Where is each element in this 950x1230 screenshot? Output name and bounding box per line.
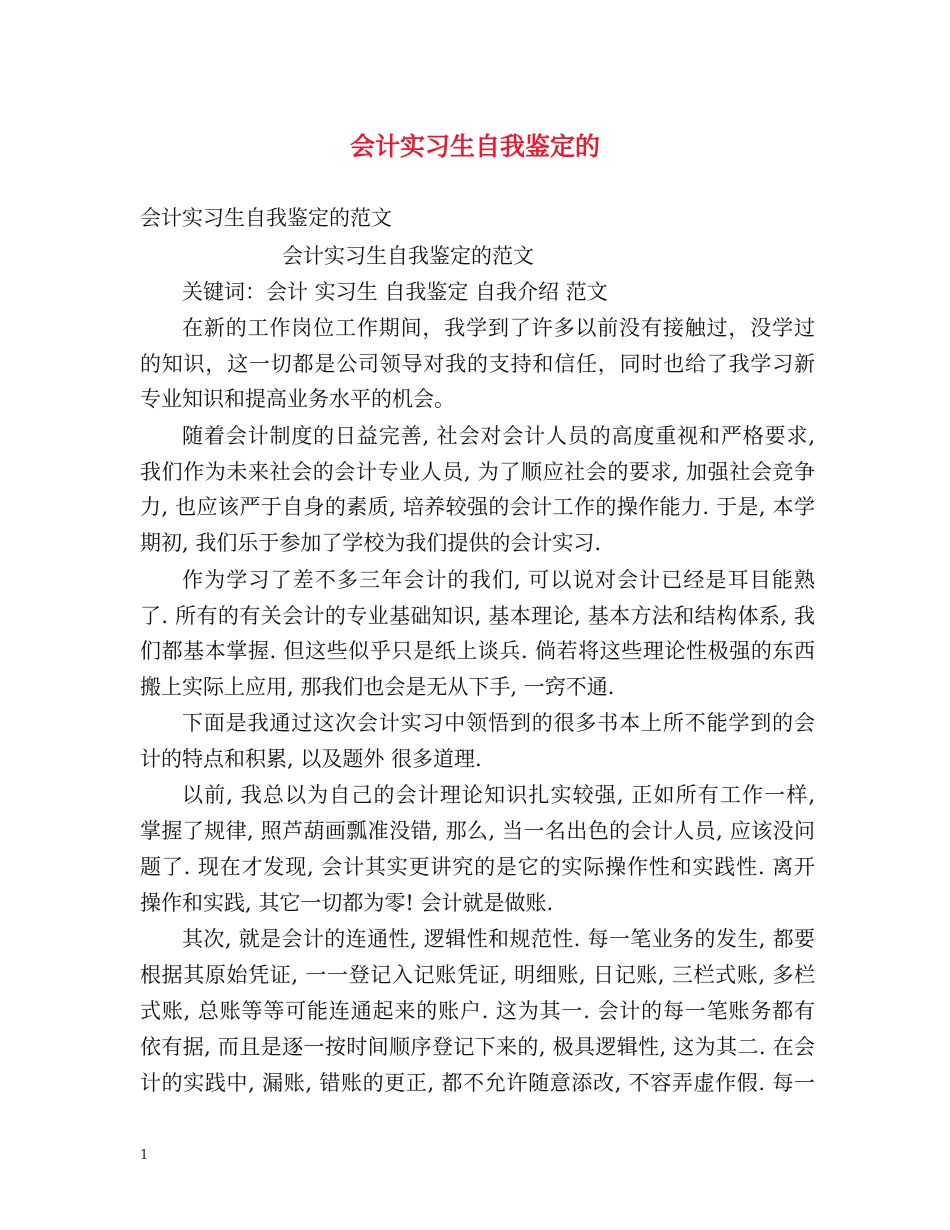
body-line: 了. 所有的有关会计的专业基础知识, 基本理论, 基本方法和结构体系, 我 — [140, 604, 815, 628]
body-line: 我们作为未来社会的会计专业人员, 为了顺应社会的要求, 加强社会竞争 — [140, 460, 815, 484]
body-line: 掌握了规律, 照芦葫画瓢准没错, 那么, 当一名出色的会计人员, 应该没问 — [140, 819, 815, 843]
keywords-line: 关键词：会计 实习生 自我鉴定 自我介绍 范文 — [182, 280, 608, 304]
document-subheading: 会计实习生自我鉴定的范文 — [282, 244, 534, 268]
body-line: 力, 也应该严于自身的素质, 培养较强的会计工作的操作能力. 于是, 本学 — [140, 495, 815, 519]
body-line: 题了. 现在才发现, 会计其实更讲究的是它的实际操作性和实践性. 离开 — [140, 855, 815, 879]
body-line: 在新的工作岗位工作期间，我学到了许多以前没有接触过，没学过 — [182, 316, 815, 340]
body-line: 随着会计制度的日益完善, 社会对会计人员的高度重视和严格要求, — [182, 424, 815, 448]
document-title: 会计实习生自我鉴定的 — [349, 132, 600, 161]
body-line: 操作和实践, 其它一切都为零! 会计就是做账. — [140, 891, 554, 915]
body-line: 专业知识和提高业务水平的机会。 — [140, 387, 455, 411]
body-line: 搬上实际上应用, 那我们也会是无从下手, 一窍不通. — [140, 675, 615, 699]
page-number: 1 — [140, 1148, 149, 1163]
body-line: 的知识，这一切都是公司领导对我的支持和信任，同时也给了我学习新 — [140, 352, 815, 376]
body-line: 下面是我通过这次会计实习中领悟到的很多书本上所不能学到的会 — [182, 711, 815, 735]
body-line: 以前, 我总以为自己的会计理论知识扎实较强, 正如所有工作一样, — [182, 783, 815, 807]
body-line: 计的实践中, 漏账, 错账的更正, 都不允许随意添改, 不容弄虚作假. 每一 — [140, 1071, 815, 1095]
body-line: 式账, 总账等等可能连通起来的账户. 这为其一. 会计的每一笔账务都有 — [140, 999, 815, 1023]
body-line: 们都基本掌握. 但这些似乎只是纸上谈兵. 倘若将这些理论性极强的东西 — [140, 639, 815, 663]
body-line: 作为学习了差不多三年会计的我们, 可以说对会计已经是耳目能熟 — [182, 568, 815, 592]
body-line: 依有据, 而且是逐一按时间顺序登记下来的, 极具逻辑性, 这为其二. 在会 — [140, 1035, 815, 1059]
body-line: 其次, 就是会计的连通性, 逻辑性和规范性. 每一笔业务的发生, 都要 — [182, 927, 815, 951]
body-line: 期初, 我们乐于参加了学校为我们提供的会计实习. — [140, 531, 602, 555]
body-line: 计的特点和积累, 以及题外 很多道理. — [140, 747, 482, 771]
body-line: 根据其原始凭证, 一一登记入记账凭证, 明细账, 日记账, 三栏式账, 多栏 — [140, 963, 815, 987]
document-heading: 会计实习生自我鉴定的范文 — [140, 206, 392, 230]
